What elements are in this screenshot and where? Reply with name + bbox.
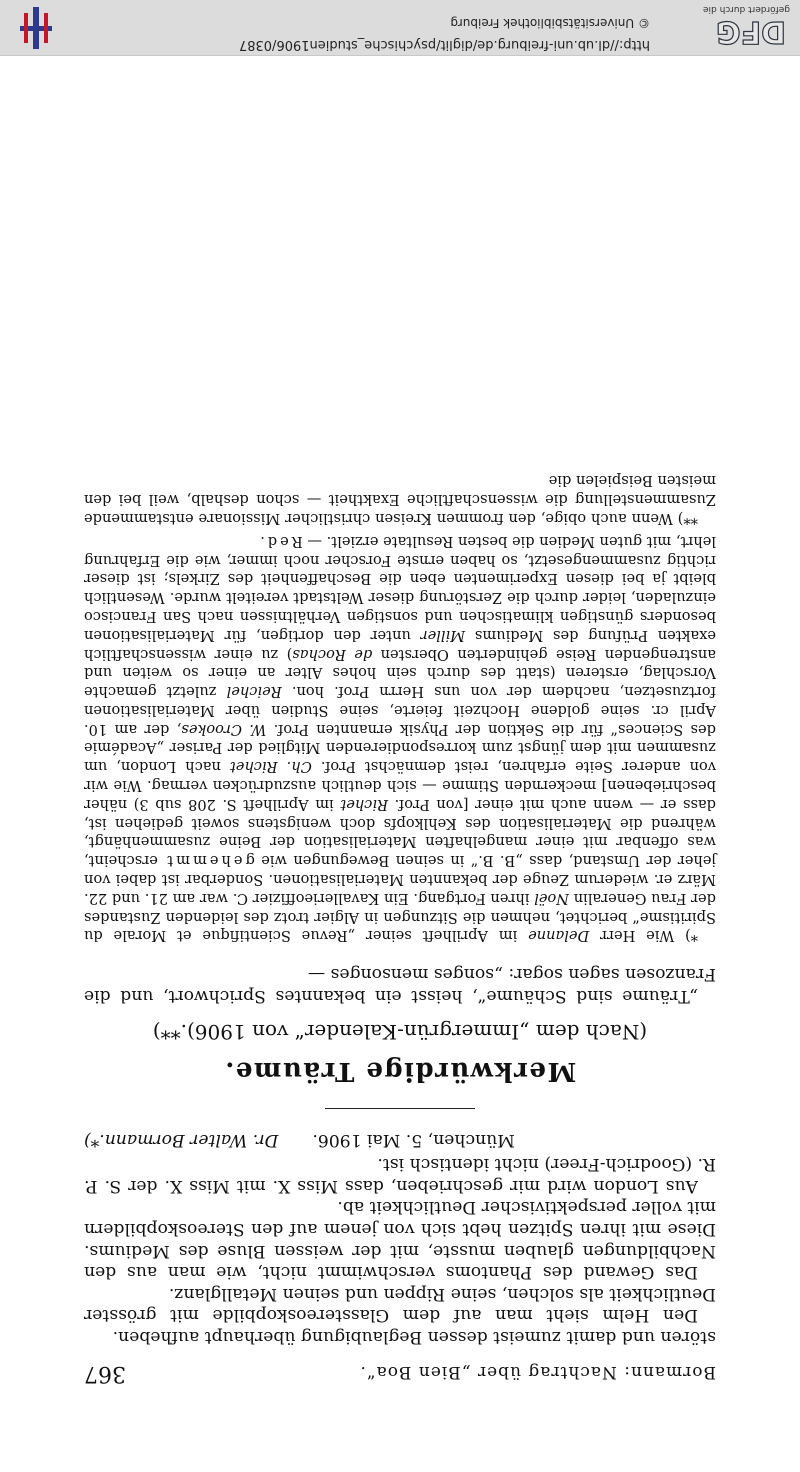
- page-header: [84, 1361, 716, 1386]
- name-noel: Noël: [534, 889, 570, 907]
- footnote-1-text-g: , der am 10. April cr. seine goldene Hochzeit feierte, seine Studien über Materialisationen fortzusetzen, nachdem der von uns Herrn Prof. hon.: [83, 683, 716, 738]
- footnote-1-text-h: zuletzt gemachte Vorschlag, ersteren (statt des durch sein hohes Alter an einer so weiten und anstrengenden Reise gehinderten Obersten: [84, 645, 716, 701]
- name-delanne: Delanne: [528, 927, 590, 945]
- footnote-1-text-i: ) zu einer wissenschaftlich exakten Prüfung des Mediums: [83, 626, 716, 663]
- footnote-1: [84, 531, 716, 945]
- footnote-1-text-f: nach London, um zusammen mit dem jüngst zum korrespondierenden Mitglied der Pariser „Académie des Sciences“ für die Sektion der Physik ernannten Prof.: [84, 720, 716, 776]
- body-paragraph-3: Das Gewand des Phantoms verschwimmt nicht, wie man aus den Nachbildungen glauben musste, mit der weissen Bluse des Mediums. Diese mit ihren Spitzen hebt sich von jenem auf den Stereoskopbildern mit voller perspektivischer Deutlichkeit ab.: [84, 1197, 716, 1283]
- body-paragraph-4: Aus London wird mir geschrieben, dass Miss X. mit Miss X. der S. P. R. (Goodrich-Freer) nicht identisch ist.: [84, 1154, 716, 1196]
- spaced-word-gehemmt: gehemmt: [164, 852, 255, 870]
- article-paragraph-1: „Träume sind Schäume“, heisst ein bekanntes Sprichwort, und die Franzosen sagen sogar: „songes mensonges —: [84, 964, 716, 1006]
- copyright-notice: © Universitätsbibliothek Freiburg: [450, 16, 650, 30]
- author-name: Dr. Walter Bormann.*): [84, 1129, 279, 1150]
- name-miller: Miller: [420, 626, 466, 644]
- university-logo-icon: [16, 5, 56, 51]
- footnote-2: **) Wenn auch obige, den frommen Kreisen christlicher Missionare entstammende Zusammenstellung die wissenschaftliche Exaktheit — schon deshalb, weil bei den meisten Beispielen die: [84, 472, 716, 527]
- article-subtitle: (Nach dem „Immergrün-Kalender“ von 1906).**): [152, 1019, 648, 1044]
- footnote-1-text-j: unter den dortigen, für Materialisationen besonders günstigen klimatischen und sonstigen Verhältnissen nach San Francisco einzuladen, leider durch die Zerstörung dieser Weltstadt vereitelt wurde. Wesentlich bleibt ja bei diesen Experimenten eben die Beschaffenheit des Zirkels; ist dieser richtig zusammengesetzt, so haben ernste Forscher noch immer, wie die Erfahrung lehrt, mit guten Medien die besten Resultate erzielt. —: [83, 532, 716, 644]
- permalink-url[interactable]: http://dl.ub.uni-freiburg.de/diglit/psychische_studien1906/0387: [238, 37, 650, 52]
- name-ch-richet: Ch. Richet: [229, 758, 312, 776]
- name-reichel: Reichel: [226, 683, 282, 701]
- footnote-1-text-a: *) Wie Herr: [589, 927, 698, 945]
- body-paragraph-2: Den Helm sieht man auf dem Glasstereoskopbilde mit grösster Deutlichkeit als solchen, seine Rippen und seinen Metallglanz.: [84, 1283, 716, 1326]
- dfg-logo-caption: gefördert durch die: [703, 4, 790, 14]
- signature-line: [84, 1129, 716, 1151]
- name-de-rochas: de Rochas: [292, 645, 373, 663]
- name-richet: Richet: [340, 795, 389, 813]
- section-divider: [325, 1108, 475, 1109]
- name-crookes: W. Crookes: [181, 720, 267, 738]
- article-title: Merkwürdige Träume.: [223, 1055, 577, 1086]
- footnote-1-text-c: ihren Fortgang. Ein Kavallerieoffizier C. war am 21. und 22. März er. wiederum Zeuge der bekannten Materialisationen. Sonderbar ist dabei von jeher der Umstand, dass „B. B.“ in seinen Bewegungen wie: [84, 852, 716, 907]
- document-page: [84, 471, 716, 1386]
- editor-signature: Red.: [257, 532, 303, 550]
- page-number: 367: [84, 1361, 126, 1386]
- footnote-1-text-e: im Aprilheft S. 208 sub 3) näher beschriebenen] meckernden Stimme — sich deutlich auszudrücken vermag. Wie wir von anderer Seite erfahren, reist demnächst Prof.: [84, 758, 716, 813]
- footnote-1-text-b: im Aprilheft seiner „Revue Scientifique et Morale du Spiritisme“ berichtet, nehmen die Sitzungen in Algier trotz des leidenden Zustandes der Frau Generalin: [84, 889, 716, 945]
- running-title: Bormann: Nachtrag über „Bien Boa“.: [359, 1362, 716, 1382]
- dfg-logo-letters: DFG: [715, 14, 786, 49]
- place-date: München, 5. Mai 1906.: [312, 1129, 515, 1150]
- footnote-1-text-d: erscheint, was offenbar mit einer mangelhaften Materialisation der Beine zusammenhängt, während die Materialisation des Kehlkopfs doch wenigstens soweit gediehen ist, dass er — wenn auch mit einer [von Prof.: [84, 795, 716, 870]
- body-paragraph-1: stören und damit zumeist dessen Beglaubigung überhaupt aufheben.: [112, 1327, 716, 1347]
